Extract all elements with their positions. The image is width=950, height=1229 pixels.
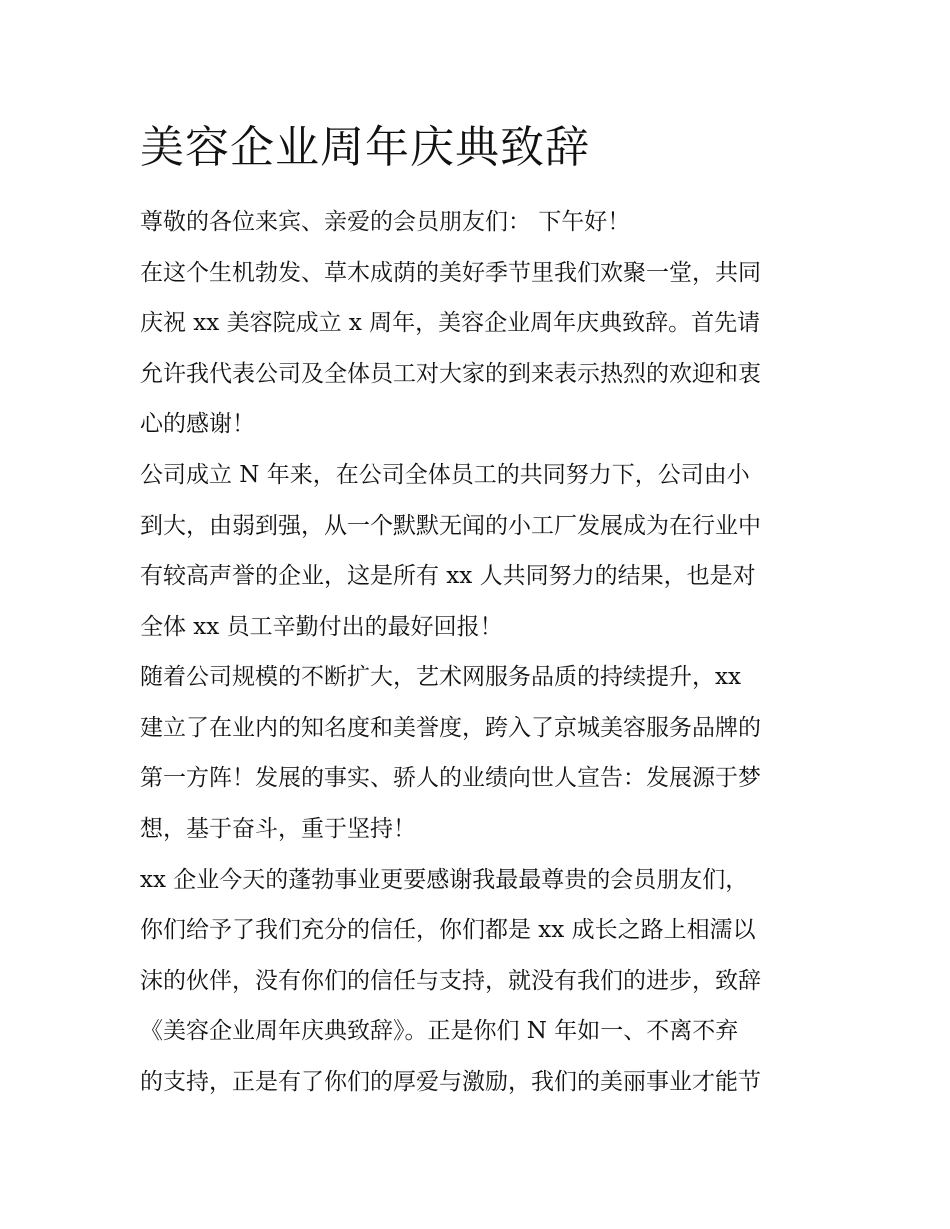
document-title: 美容企业周年庆典致辞 [140,122,590,173]
paragraph-line: 《美容企业周年庆典致辞》。正是你们 N 年如一、不离不弃 [140,1018,739,1044]
paragraph-line: 想，基于奋斗，重于坚持！ [140,816,416,842]
paragraph-line: 的支持，正是有了你们的厚爱与激励，我们的美丽事业才能节 [140,1069,761,1095]
paragraph-line: 沫的伙伴，没有你们的信任与支持，就没有我们的进步，致辞 [140,968,761,994]
paragraph-line: 第一方阵！发展的事实、骄人的业绩向世人宣告：发展源于梦 [140,765,761,791]
paragraph-line: 建立了在业内的知名度和美誉度，跨入了京城美容服务品牌的 [140,715,761,741]
paragraph-line: 公司成立 N 年来，在公司全体员工的共同努力下，公司由小 [140,462,750,488]
paragraph-line: 到大，由弱到强，从一个默默无闻的小工厂发展成为在行业中 [140,513,761,539]
paragraph-line: 心的感谢！ [140,411,255,437]
paragraph-line: 允许我代表公司及全体员工对大家的到来表示热烈的欢迎和衷 [140,361,761,387]
greeting-line: 尊敬的各位来宾、亲爱的会员朋友们： 下午好！ [140,209,631,235]
paragraph-line: 随着公司规模的不断扩大，艺术网服务品质的持续提升，xx [140,664,741,690]
paragraph-line: 在这个生机勃发、草木成荫的美好季节里我们欢聚一堂，共同 [140,260,761,286]
paragraph-line: 庆祝 xx 美容院成立 x 周年，美容企业周年庆典致辞。首先请 [140,310,761,336]
paragraph-line: 你们给予了我们充分的信任，你们都是 xx 成长之路上相濡以 [140,917,756,943]
paragraph-line: xx 企业今天的蓬勃事业更要感谢我最最尊贵的会员朋友们， [140,867,749,893]
paragraph-line: 有较高声誉的企业，这是所有 xx 人共同努力的结果，也是对 [140,563,756,589]
paragraph-line: 全体 xx 员工辛勤付出的最好回报！ [140,614,503,640]
